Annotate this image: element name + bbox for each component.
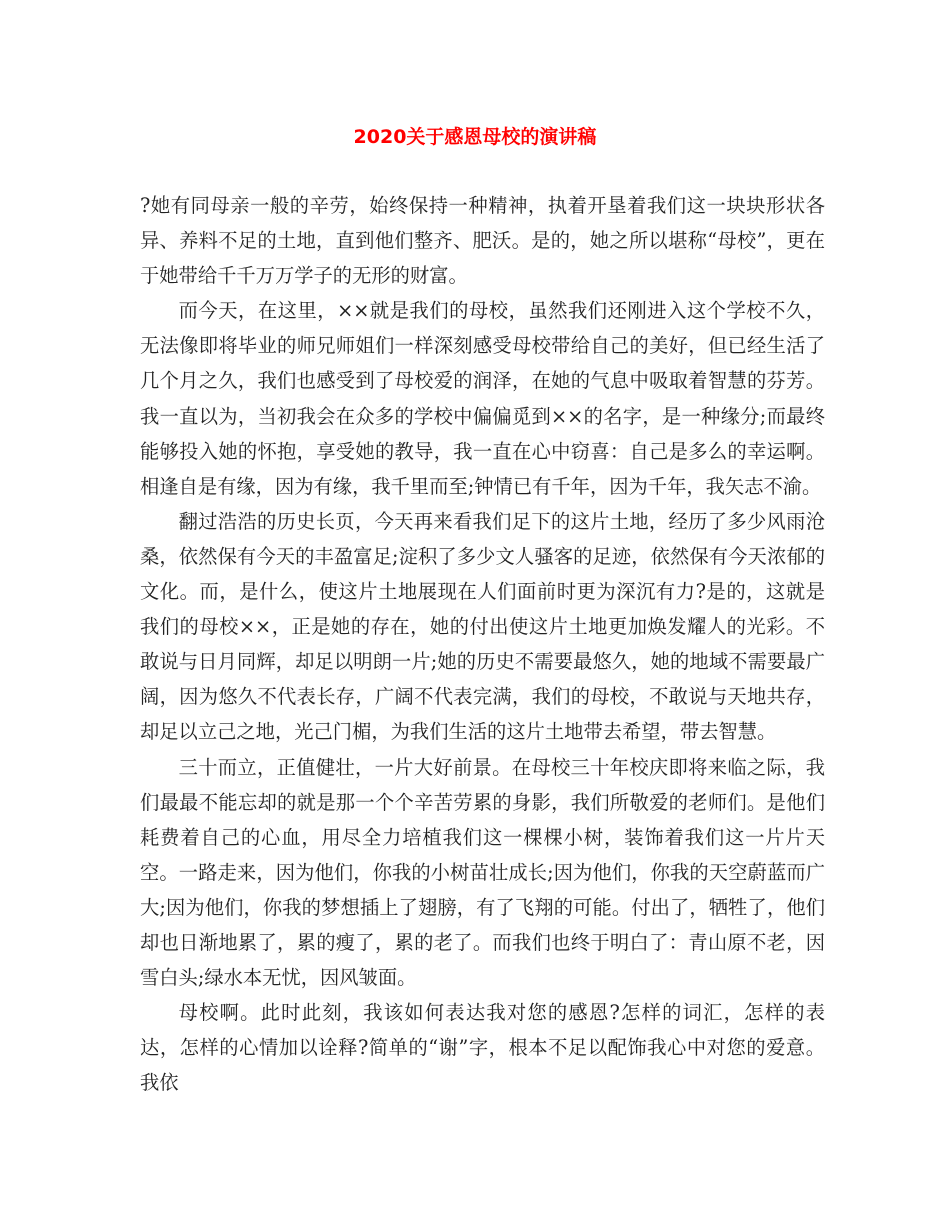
paragraph: ?她有同母亲一般的辛劳，始终保持一种精神，执着开垦着我们这一块块形状各异、养料不足的土地，直到他们整齐、肥沃。是的，她之所以堪称“母校”，更在于她带给千千万万学子的无形的财富。 (140, 194, 825, 288)
document-title: 2020关于感恩母校的演讲稿 (353, 126, 597, 148)
paragraph: 三十而立，正值健壮，一片大好前景。在母校三十年校庆即将来临之际，我们最最不能忘却的就是那一个个辛苦劳累的身影，我们所敬爱的老师们。是他们耗费着自己的心血，用尽全力培植我们这一棵棵小树，装饰着我们这一片片天空。一路走来，因为他们，你我的小树苗壮成长;因为他们，你我的天空蔚蓝而广大;因为他们，你我的梦想插上了翅膀，有了飞翔的可能。付出了，牺牲了，他们却也日渐地累了，累的瘦了，累的老了。而我们也终于明白了：青山原不老，因雪白头;绿水本无忧，因风皱面。 (140, 755, 825, 990)
paragraph: 而今天，在这里，××就是我们的母校，虽然我们还刚进入这个学校不久，无法像即将毕业的师兄师姐们一样深刻感受母校带给自己的美好，但已经生活了几个月之久，我们也感受到了母校爱的润泽，在她的气息中吸取着智慧的芬芳。我一直以为，当初我会在众多的学校中偏偏觅到××的名字，是一种缘分;而最终能够投入她的怀抱，享受她的教导，我一直在心中窃喜：自己是多么的幸运啊。相逢自是有缘，因为有缘，我千里而至;钟情已有千年，因为千年，我矢志不渝。 (140, 299, 825, 498)
paragraph: 母校啊。此时此刻，我该如何表达我对您的感恩?怎样的词汇，怎样的表达，怎样的心情加以诠释?简单的“谢”字，根本不足以配饰我心中对您的爱意。我依 (140, 1001, 825, 1095)
paragraph: 翻过浩浩的历史长页，今天再来看我们足下的这片土地，经历了多少风雨沧桑，依然保有今天的丰盈富足;淀积了多少文人骚客的足迹，依然保有今天浓郁的文化。而，是什么，使这片土地展现在人们面前时更为深沉有力?是的，这就是我们的母校××，正是她的存在，她的付出使这片土地更加焕发耀人的光彩。不敢说与日月同辉，却足以明朗一片;她的历史不需要最悠久，她的地域不需要最广阔，因为悠久不代表长存，广阔不代表完满，我们的母校，不敢说与天地共存，却足以立己之地，光己门楣，为我们生活的这片土地带去希望，带去智慧。 (140, 509, 825, 744)
document-body (140, 188, 825, 1100)
